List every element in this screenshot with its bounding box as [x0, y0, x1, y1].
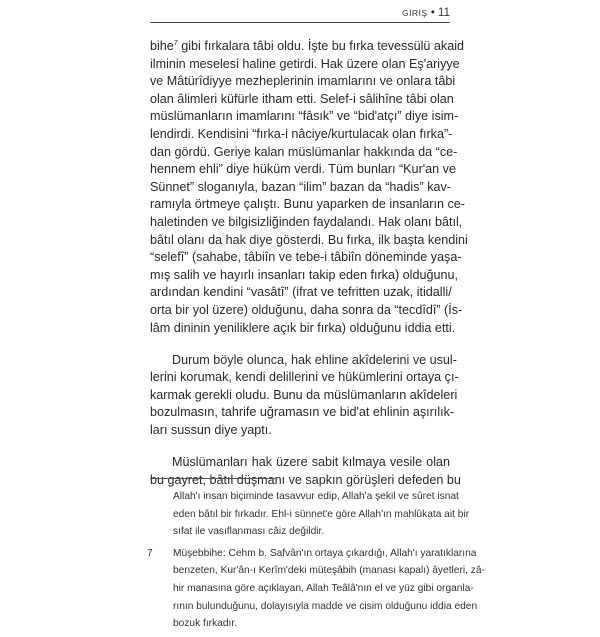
text-line: müslümanların imamlarını “fâsık” ve “bid'atçı” diye isim-: [150, 109, 459, 124]
paragraph-1: [150, 38, 468, 337]
page-number: 11: [438, 7, 450, 19]
text-line: ardından kendini “vasâtî” (ifrat ve tefritten uzak, itidalli/: [150, 285, 452, 300]
footnote-continuation: [173, 488, 470, 541]
body-text: [150, 38, 468, 504]
text-line: olan âlimleri küfürle itham etti. Selef-i sâlihîne tâbi olan: [150, 91, 454, 106]
text-line: orta bir yol üzere) olduğunu, daha sonra da “tecdîdî” (İs-: [150, 302, 463, 317]
header-text: [402, 7, 450, 19]
footnote-7: [147, 545, 485, 633]
footnote-line: sıfat ile vasıflanması câiz değildir.: [173, 526, 325, 538]
text-line: ları sussun diye yaptı.: [150, 422, 272, 437]
text-line: mış salih ve hayırlı insanları takip eden fırka) olduğunu,: [150, 267, 459, 282]
text-line: Müslümanları hak üzere sabit kılmaya vesile olan: [172, 455, 450, 470]
footnote-line: hir manasına göre açıklayan, Allah Teâlâ'nın el ve yüz gibi organla-: [173, 582, 474, 594]
footnote-ref[interactable]: 7: [173, 39, 178, 47]
text-line: ve Mâtürîdiyye mezheplerinin imamlarını ve onlara tâbi: [150, 74, 456, 89]
footnote-line: eden bâtıl bir fırkadır. Ehl-i sünnet'e göre Allah'ın mahlûkata ait bir: [173, 508, 470, 520]
header-bullet: •: [430, 7, 435, 19]
text-line: Durum böyle olunca, hak ehline akîdelerini ve usul-: [172, 352, 457, 367]
running-header: [150, 6, 450, 23]
footnote-number: 7: [147, 547, 153, 559]
footnote-divider: [150, 478, 275, 479]
footnote-line: Müşebbihe: Cehm b. Safvân'ın ortaya çıkardığı, Allah'ı yaratıklarına: [173, 547, 477, 559]
text-fragment: gibi fırkalara tâbi oldu. İşte bu fırka tevessülü akaid: [177, 39, 465, 53]
text-line: [150, 38, 465, 56]
text-line: hennem ehli” diye hüküm verdi. Tüm bunları “Kur'an ve: [150, 162, 456, 177]
text-line: bu gayret, bâtıl düşmanı ve sapkın görüşleri defeden bu: [150, 472, 461, 487]
text-fragment: bihe: [150, 39, 174, 53]
text-line: ilminin meselesi haline getirdi. Hak üzere olan Eş'ariyye: [150, 56, 460, 71]
paragraph-3: [150, 454, 461, 489]
footnote-line: Allah'ı insan biçiminde tasavvur edip, Allah'a şekil ve sûret isnat: [173, 491, 459, 502]
text-line: dan gördü. Geriye kalan müslümanlar hakkında da “ce-: [150, 144, 458, 159]
text-line: karmak gerekli oludu. Bunu da müslümanların akîdeleri: [150, 387, 458, 402]
footnote-line: benzeten, Kur'ân-ı Kerîm'deki müteşâbih (manası kapalı) âyetleri, zâ-: [173, 565, 485, 577]
text-line: lendirdi. Kendisini “fırka-i nâciye/kurtulacak olan fırka”-: [150, 126, 453, 141]
text-line: Sünnet” sloganıyla, bazan “ilim” bazan da “hadis” kav-: [150, 179, 452, 194]
text-line: “selefî” (sahabe, tâbiîn ve tebe-i tâbiîn döneminde yaşa-: [150, 250, 462, 265]
footnote-line: rının bulunduğunu, dolayısıyla madde ve cisim olduğunu iddia eden: [173, 600, 478, 612]
text-line: bâtıl olanı da hak diye gösterdi. Bu fırka, ilk başta kendini: [150, 232, 468, 247]
section-title: GİRİŞ: [401, 8, 428, 18]
footnotes: [147, 488, 485, 637]
text-line: bozulmasın, tahrife uğramasın ve bid'at ehlinin aşırılık-: [150, 405, 455, 420]
text-line: lerini korumak, kendi delillerini ve hükümlerini ortaya çı-: [150, 370, 459, 385]
text-line: haletinden ve bilgisizliğinden faydalandı. Hak olanı bâtıl,: [150, 214, 463, 229]
paragraph-2: [150, 352, 459, 440]
footnote-line: bozuk fırkadır.: [173, 618, 237, 630]
text-line: ramıyla örtmeye çalıştı. Bunu yaparken de insanların ce-: [150, 197, 465, 212]
text-line: lâm dininin yeniliklere açık bir fırka) olduğunu iddia etti.: [150, 320, 456, 335]
